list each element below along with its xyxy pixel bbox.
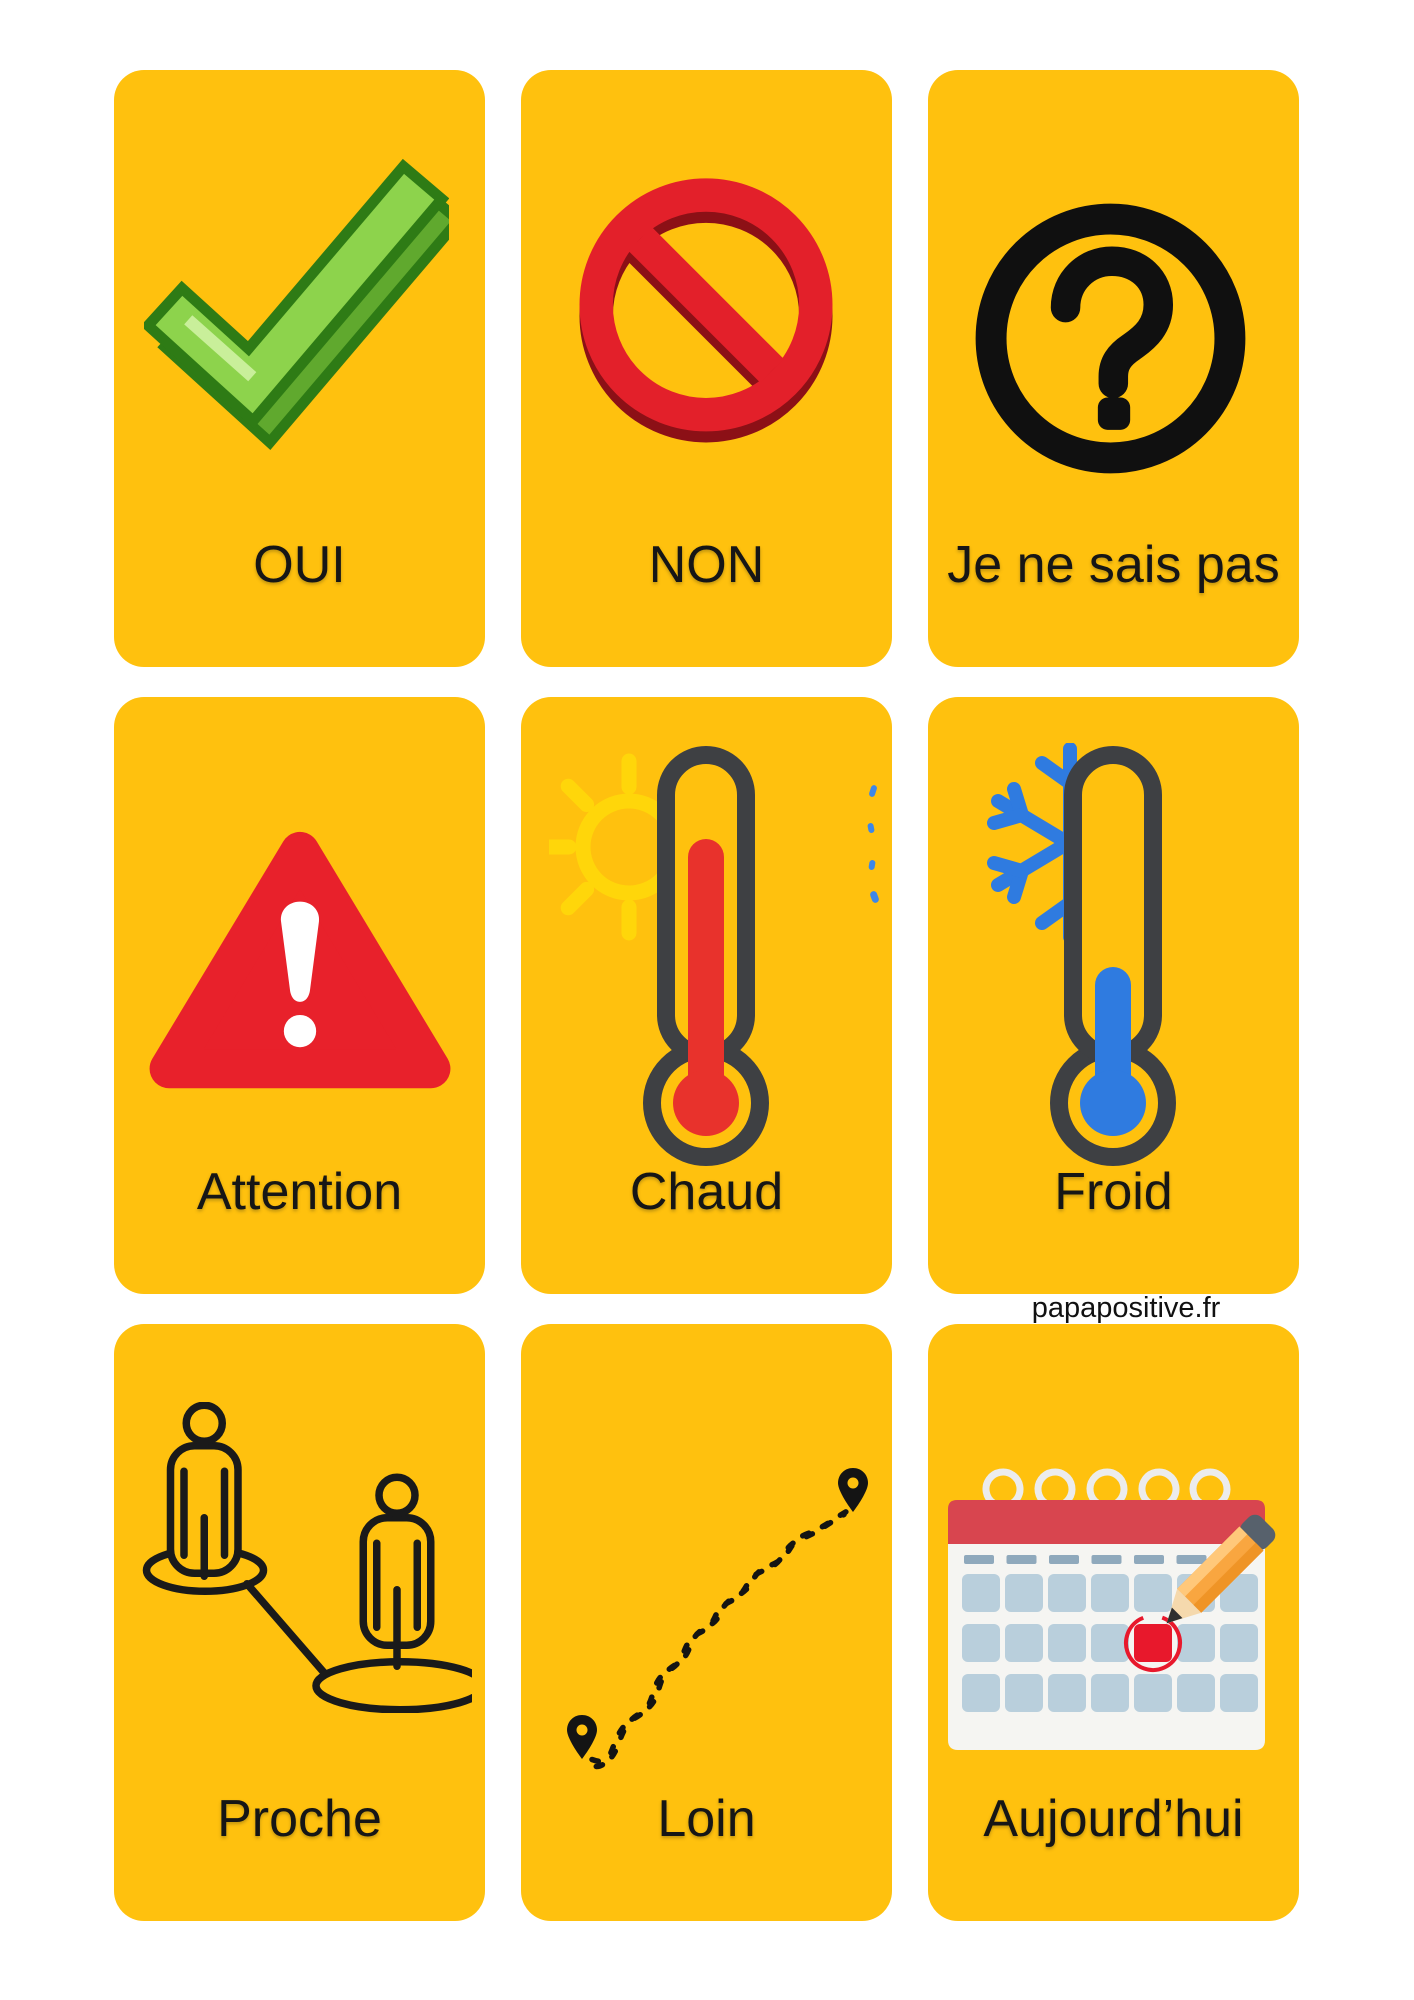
snowflake-fragment [869,890,880,904]
card-label-je-ne-sais-pas: Je ne sais pas [947,536,1280,594]
calendar-pencil-icon [940,1462,1285,1754]
card-je-ne-sais-pas [928,70,1299,667]
card-label-attention: Attention [196,1163,403,1221]
card-attention [114,697,485,1294]
card-chaud [521,697,892,1294]
card-non [521,70,892,667]
card-oui [114,70,485,667]
two-people-distance-icon [142,1402,472,1713]
snowflake-fragment [868,860,876,871]
card-label-non: NON [648,536,765,594]
snowflake-icon [994,749,1070,937]
question-mark-circle-icon [970,198,1251,479]
card-aujourdhui [928,1324,1299,1921]
map-pin-icon [567,1715,597,1759]
card-label-froid: Froid [1054,1163,1173,1221]
card-proche [114,1324,485,1921]
prohibition-sign-icon [567,170,845,448]
snowflake-fragment [867,822,875,833]
check-3d-icon [144,150,449,455]
card-label-chaud: Chaud [629,1163,784,1221]
today-date-cell [1134,1624,1172,1662]
snowflake-fragment [868,784,877,797]
watermark-papapositive: papapositive.fr [1031,1292,1221,1324]
card-label-oui: OUI [253,536,346,594]
card-label-aujourdhui: Aujourd’hui [983,1790,1244,1848]
card-label-loin: Loin [657,1790,756,1848]
map-pin-icon [838,1468,868,1512]
card-froid [928,697,1299,1294]
snowflake-thermometer-cold-icon [956,743,1256,1167]
card-loin [521,1324,892,1921]
card-label-proche: Proche [217,1790,382,1848]
footprints-trail-icon [557,1462,877,1782]
warning-triangle-icon [144,815,456,1094]
sun-thermometer-hot-icon [549,743,849,1167]
